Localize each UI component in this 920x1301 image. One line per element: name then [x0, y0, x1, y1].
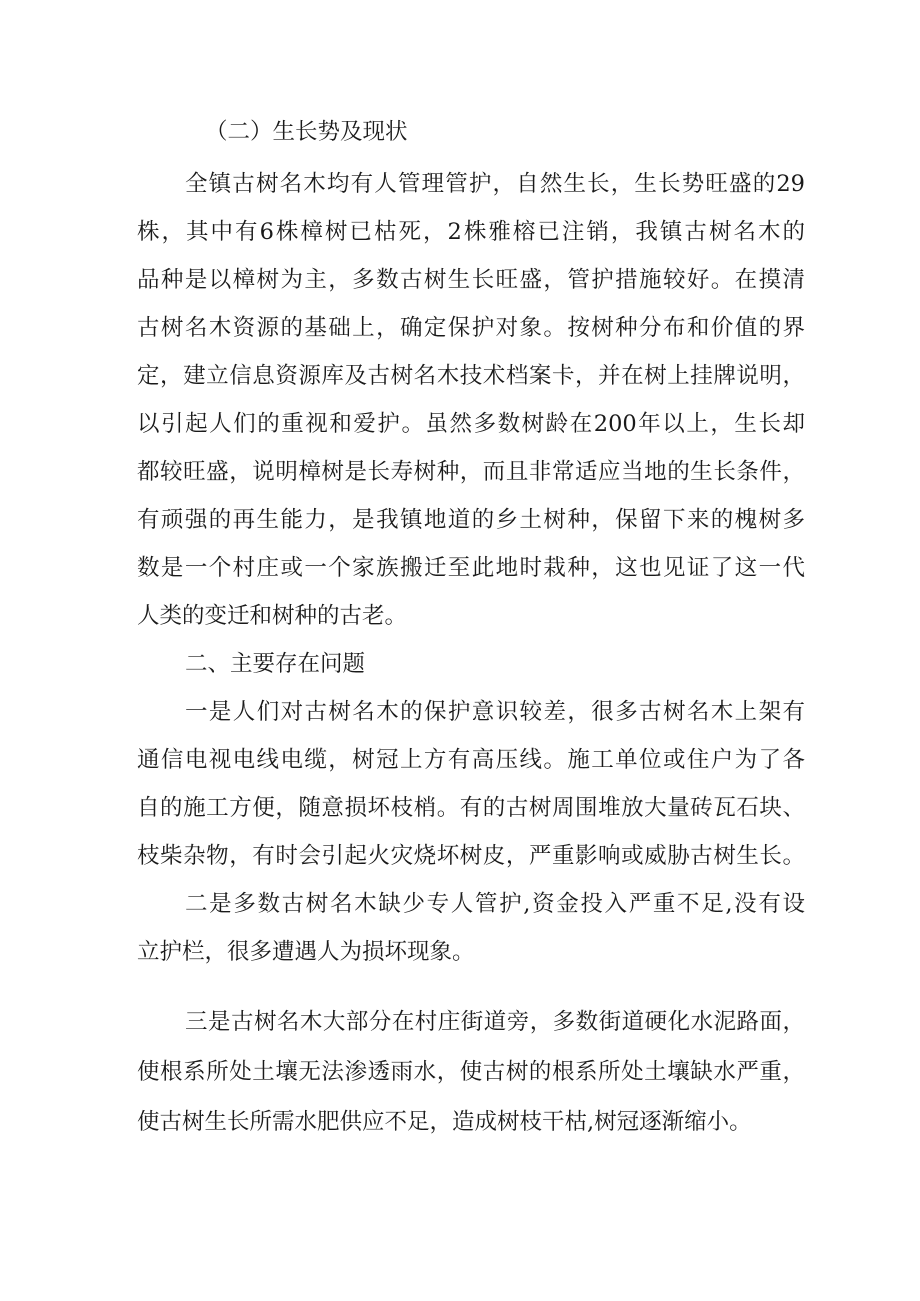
paragraph-line: 全镇古树名木均有人管理管护，自然生长，生长势旺盛的29 — [185, 171, 805, 197]
paragraph-line: 古树名木资源的基础上，确定保护对象。按树种分布和价值的界 — [137, 315, 805, 341]
paragraph-line: 三是古树名木大部分在村庄街道旁，多数街道硬化水泥路面， — [185, 1009, 805, 1035]
paragraph-line: 株，其中有6株樟树已枯死，2株雅榕已注销，我镇古树名木的 — [137, 219, 805, 245]
paragraph-line: 以引起人们的重视和爱护。虽然多数树龄在200年以上，生长却 — [137, 411, 805, 437]
chapter-heading: 二、主要存在问题 — [185, 651, 366, 677]
paragraph-line: 二是多数古树名木缺少专人管护,资金投入严重不足,没有设 — [185, 891, 805, 917]
paragraph-line: 都较旺盛，说明樟树是长寿树种，而且非常适应当地的生长条件， — [137, 459, 805, 485]
paragraph-line: 人类的变迁和树种的古老。 — [137, 603, 408, 629]
section-heading: （二）生长势及现状 — [205, 119, 408, 145]
paragraph-line: 定，建立信息资源库及古树名木技术档案卡，并在树上挂牌说明， — [137, 363, 805, 389]
paragraph-line: 品种是以樟树为主，多数古树生长旺盛，管护措施较好。在摸清 — [137, 267, 805, 293]
paragraph-line: 通信电视电线电缆，树冠上方有高压线。施工单位或住户为了各 — [137, 747, 805, 773]
paragraph-line: 一是人们对古树名木的保护意识较差，很多古树名木上架有 — [185, 699, 805, 725]
paragraph-line: 立护栏，很多遭遇人为损坏现象。 — [137, 939, 475, 965]
paragraph-line: 使古树生长所需水肥供应不足，造成树枝干枯,树冠逐渐缩小。 — [137, 1109, 752, 1135]
paragraph-line: 枝柴杂物，有时会引起火灾烧坏树皮，严重影响或威胁古树生长。 — [137, 843, 805, 869]
paragraph-line: 使根系所处土壤无法渗透雨水，使古树的根系所处土壤缺水严重， — [137, 1059, 805, 1085]
paragraph-line: 自的施工方便，随意损坏枝梢。有的古树周围堆放大量砖瓦石块、 — [137, 795, 805, 821]
paragraph-line: 有顽强的再生能力，是我镇地道的乡土树种，保留下来的槐树多 — [137, 507, 805, 533]
paragraph-line: 数是一个村庄或一个家族搬迁至此地时栽种，这也见证了这一代 — [137, 555, 805, 581]
